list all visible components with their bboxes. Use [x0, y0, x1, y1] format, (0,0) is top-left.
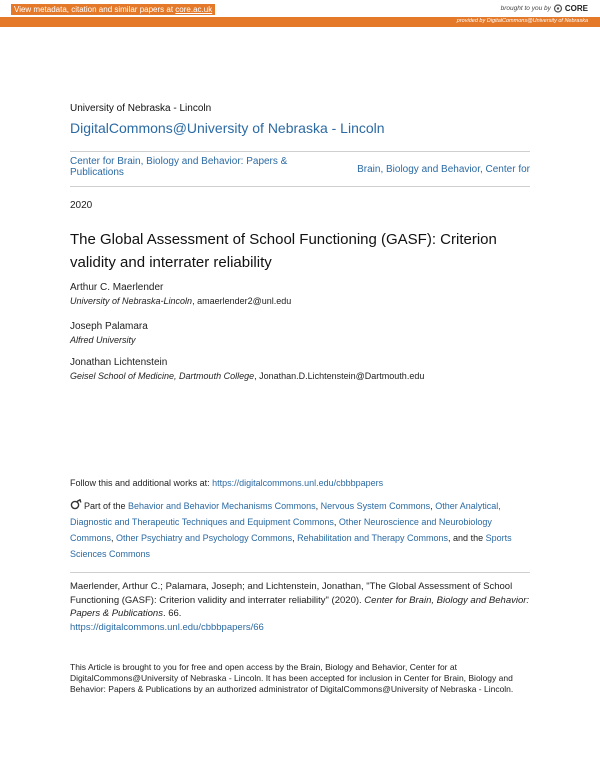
sep: ,: [292, 533, 298, 543]
affiliation-text: University of Nebraska-Lincoln: [70, 296, 193, 306]
citation-source: Center for Brain, Biology and Behavior: Papers & Publications: [70, 594, 530, 619]
university-name: University of Nebraska - Lincoln: [70, 103, 212, 114]
view-metadata-link[interactable]: [11, 4, 215, 15]
open-access-icon: [70, 499, 82, 510]
author-email: , Jonathan.D.Lichtenstein@Dartmouth.edu: [254, 371, 425, 381]
core-domain-link[interactable]: core.ac.uk: [175, 5, 213, 14]
sep: ,: [111, 533, 117, 543]
citation-text: Maerlender, Arthur C.; Palamara, Joseph; and Lichtenstein, Jonathan, "The Global Assessment of School Functioning (GASF): Criterion validity and interrater reliability" (2020).: [70, 581, 513, 606]
repository-link[interactable]: DigitalCommons@University of Nebraska - Lincoln: [70, 120, 385, 136]
view-link-prefix: View metadata, citation and similar papers at: [14, 5, 176, 14]
author-block-2: [70, 321, 148, 345]
provided-by[interactable]: provided by DigitalCommons@University of Nebraska: [456, 18, 588, 24]
follow-url-link[interactable]: https://digitalcommons.unl.edu/cbbbpapers: [212, 478, 384, 488]
author-block-1: [70, 282, 291, 306]
sep: ,: [315, 501, 321, 511]
and-the: , and the: [448, 533, 486, 543]
affiliation-text: Geisel School of Medicine, Dartmouth College: [70, 371, 255, 381]
divider-citation: [70, 572, 530, 573]
commons-link-rehabilitation[interactable]: Rehabilitation and Therapy Commons: [297, 533, 449, 543]
citation-number: . 66.: [162, 608, 182, 619]
citation-url-link[interactable]: https://digitalcommons.unl.edu/cbbbpapers/66: [70, 621, 264, 633]
follow-line: [70, 478, 383, 488]
author-block-3: [70, 357, 424, 381]
author-affiliation: Alfred University: [70, 335, 136, 345]
author-name: Jonathan Lichtenstein: [70, 357, 168, 368]
part-of-commons: [70, 498, 532, 562]
sep: ,: [333, 517, 339, 527]
core-logo-text[interactable]: CORE: [564, 4, 588, 13]
author-affiliation: [70, 296, 291, 306]
part-of-prefix: Part of the: [84, 501, 129, 511]
divider-top: [70, 151, 530, 152]
brought-to-you-label: brought to you by: [500, 5, 551, 12]
brought-to-you: [501, 4, 588, 13]
commons-link-nervous-system[interactable]: Nervous System Commons: [320, 501, 431, 511]
collection-link[interactable]: Center for Brain, Biology and Behavior: Papers & Publications: [70, 156, 288, 178]
access-statement: This Article is brought to you for free and open access by the Brain, Biology and Behavior, Center for at DigitalCommons@University of Nebraska - Lincoln. It has been accepted for inclusion in Center for Brain, Biology and Behavior: Papers & Publications by an authorized administrator of DigitalCommons@University of Nebraska - Lincoln.: [70, 662, 514, 694]
recommended-citation: [70, 580, 532, 634]
author-name: Arthur C. Maerlender: [70, 282, 164, 293]
center-link[interactable]: Brain, Biology and Behavior, Center for: [357, 164, 530, 175]
commons-link-behavior[interactable]: Behavior and Behavior Mechanisms Commons: [128, 501, 316, 511]
commons-link-neuroscience[interactable]: Other Neuroscience and Neurobiology Commons: [70, 517, 492, 543]
core-banner: [0, 0, 600, 27]
divider-bottom: [70, 186, 530, 187]
author-email: , amaerlender2@unl.edu: [192, 296, 292, 306]
article-title: The Global Assessment of School Functioning (GASF): Criterion validity and interrater reliability: [70, 231, 497, 271]
sep: ,: [430, 501, 436, 511]
author-name: Joseph Palamara: [70, 321, 148, 332]
commons-link-psychiatry[interactable]: Other Psychiatry and Psychology Commons: [116, 533, 293, 543]
commons-link-analytical[interactable]: Other Analytical, Diagnostic and Therapeutic Techniques and Equipment Commons: [70, 501, 501, 527]
follow-label: Follow this and additional works at:: [70, 478, 213, 488]
core-logo-icon: [553, 4, 563, 13]
commons-link-sports-sciences[interactable]: Sports Sciences Commons: [70, 533, 512, 559]
author-affiliation: [70, 371, 424, 381]
publication-year: 2020: [70, 200, 93, 211]
